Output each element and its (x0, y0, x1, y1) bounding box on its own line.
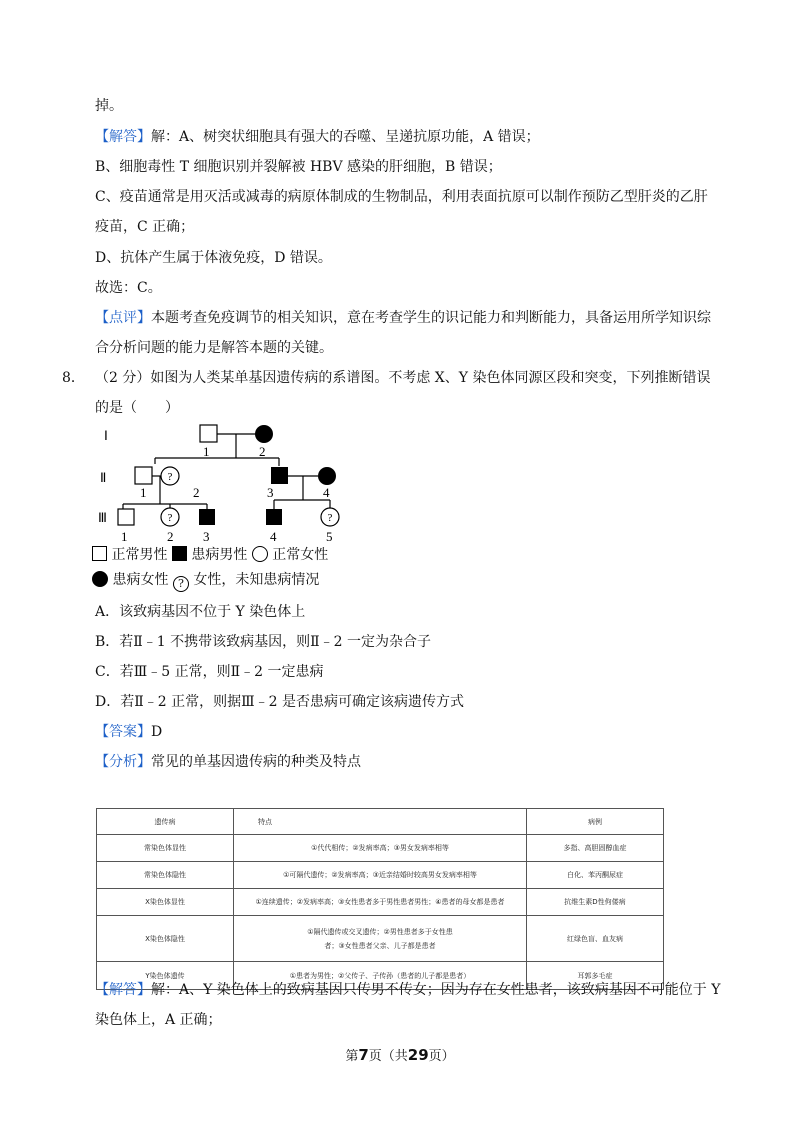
answer-value: D (151, 724, 163, 740)
question-mark: ? (167, 471, 173, 483)
pedigree-number: 5 (326, 529, 333, 544)
legend-affected-female: 患病女性 (112, 572, 169, 588)
table-cell: 常染色体隐性 (97, 862, 234, 889)
pedigree-number: 3 (267, 485, 274, 500)
pedigree-III3-affected-male (199, 509, 215, 525)
table-header-row (97, 809, 664, 835)
total-pages: 29 (407, 1046, 429, 1064)
answer-explain-tag: 【解答】 (95, 982, 151, 998)
pedigree-III4-affected-male (266, 509, 282, 525)
generation-label-2: Ⅱ (100, 470, 107, 485)
analysis-text: 常见的单基因遗传病的种类及特点 (151, 754, 361, 770)
text-line: D、抗体产生属于体液免疫，D 错误。 (95, 250, 332, 266)
page-footer (0, 1045, 800, 1064)
text-span: 解：A、Y 染色体上的致病基因只传男不传女；因为存在女性患者，该致病基因不可能位于 Y (151, 982, 721, 998)
table-cell: Y染色体遗传 (97, 962, 234, 990)
pedigree-number: 2 (167, 529, 174, 544)
normal-female-symbol (252, 546, 268, 562)
legend-normal-male: 正常男性 (111, 547, 168, 563)
text-line: C、疫苗通常是用灭活或减毒的病原体制成的生物制品，利用表面抗原可以制作预防乙型肝炎的乙肝 (95, 189, 708, 205)
table-row (97, 835, 664, 862)
question-mark: ? (167, 512, 173, 524)
comment-tag: 【点评】 (95, 310, 151, 326)
text-line: 疫苗，C 正确； (95, 219, 195, 235)
pedigree-number: 1 (140, 485, 147, 500)
legend-unknown-female: 女性，未知患病情况 (193, 572, 320, 588)
pedigree-legend-row-1 (92, 544, 328, 566)
table-cell: X染色体隐性 (97, 916, 234, 962)
question-mark: ? (327, 512, 333, 524)
generation-label-1: Ⅰ (104, 428, 108, 443)
legend-normal-female: 正常女性 (272, 547, 329, 563)
table-cell: 多指、高胆固醇血症 (527, 835, 664, 862)
pedigree-I2-affected-female (255, 425, 273, 443)
table-cell: ①隔代遗传或交叉遗传；②男性患者多于女性患者；③女性患者父亲、儿子都是患者 (234, 916, 527, 962)
text-line: 掉。 (95, 98, 123, 114)
table-header: 遗传病 (97, 809, 234, 835)
table-cell: 红绿色盲、血友病 (527, 916, 664, 962)
footer-text: 第 (345, 1049, 359, 1064)
option-b: B．若Ⅱ﹣1 不携带该致病基因，则Ⅱ﹣2 一定为杂合子 (95, 634, 432, 650)
pedigree-III1-normal-male (118, 509, 134, 525)
footer-text: 页（共 (368, 1049, 408, 1064)
pedigree-number: 3 (203, 529, 210, 544)
answer-line (95, 722, 162, 742)
table-header: 特点 (234, 809, 527, 835)
answer-explain-tag: 【解答】 (95, 129, 151, 145)
text-line: 染色体上，A 正确； (95, 1012, 222, 1028)
pedigree-number: 1 (121, 529, 128, 544)
question-number: 8． (62, 370, 85, 386)
comment-line (95, 308, 711, 328)
unknown-female-symbol: ? (173, 576, 189, 592)
pedigree-number: 4 (270, 529, 277, 544)
table-cell: ①代代相传；②发病率高；③男女发病率相等 (234, 835, 527, 862)
table-row (97, 862, 664, 889)
pedigree-number: 2 (193, 485, 200, 500)
pedigree-number: 1 (203, 444, 210, 459)
option-a: A．该致病基因不位于 Y 染色体上 (95, 604, 306, 620)
analysis-tag: 【分析】 (95, 754, 151, 770)
generation-label-3: Ⅲ (98, 510, 107, 525)
answer-tag: 【答案】 (95, 724, 151, 740)
table-cell: 白化、苯丙酮尿症 (527, 862, 664, 889)
pedigree-number: 4 (323, 485, 330, 500)
table-cell: 耳郭多毛症 (527, 962, 664, 990)
answer-explain-line-a (95, 127, 540, 147)
question-text: （2 分）如图为人类某单基因遗传病的系谱图。不考虑 X、Y 染色体同源区段和突变，下列推断错误 (95, 370, 711, 386)
footer-text: 页） (428, 1049, 455, 1064)
pedigree-II1-normal-male (135, 467, 152, 484)
answer-explain-line-b (95, 980, 721, 1000)
table-cell: ①患者为男性；②父传子、子传孙（患者的儿子都是患者） (234, 962, 527, 990)
affected-male-symbol (172, 546, 187, 561)
pedigree-II4-affected-female (318, 467, 336, 485)
option-d: D．若Ⅱ﹣2 正常，则据Ⅲ﹣2 是否患病可确定该病遗传方式 (95, 694, 464, 710)
table-cell: 抗维生素D性佝偻病 (527, 889, 664, 916)
text-span: 本题考查免疫调节的相关知识，意在考查学生的识记能力和判断能力，具备运用所学知识综 (151, 310, 711, 326)
legend-affected-male: 患病男性 (191, 547, 248, 563)
analysis-line (95, 752, 361, 772)
inheritance-table (96, 808, 664, 990)
normal-male-symbol (92, 546, 107, 561)
text-line: 合分析问题的能力是解答本题的关键。 (95, 340, 333, 356)
table-cell: 常染色体显性 (97, 835, 234, 862)
text-line: B、细胞毒性 T 细胞识别并裂解被 HBV 感染的肝细胞，B 错误； (95, 159, 502, 175)
text-span: 解：A、树突状细胞具有强大的吞噬、呈递抗原功能，A 错误； (151, 129, 540, 145)
table-cell: ①连续遗传；②发病率高；③女性患者多于男性患者男性；④患者的母女都是患者 (234, 889, 527, 916)
pedigree-II3-affected-male (271, 467, 288, 484)
pedigree-number: 2 (259, 444, 266, 459)
pedigree-I1-normal-male (200, 425, 217, 442)
page-number: 7 (358, 1046, 369, 1064)
question-text: 的是（ ） (95, 400, 179, 416)
table-row (97, 916, 664, 962)
table-header: 病例 (527, 809, 664, 835)
table-cell: ①可隔代遗传；②发病率高；③近亲结婚时较高男女发病率相等 (234, 862, 527, 889)
pedigree-legend-row-2 (92, 569, 319, 592)
option-c: C．若Ⅲ﹣5 正常，则Ⅱ﹣2 一定患病 (95, 664, 324, 680)
text-line: 故选：C。 (95, 280, 162, 296)
table-cell: X染色体显性 (97, 889, 234, 916)
table-row (97, 889, 664, 916)
affected-female-symbol (92, 571, 108, 587)
